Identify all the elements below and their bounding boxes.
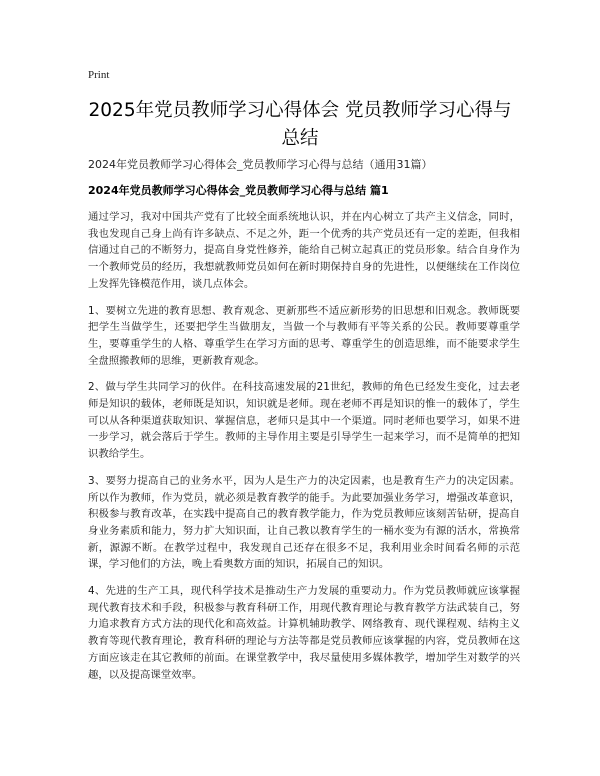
print-link[interactable]: Print — [88, 69, 110, 81]
article-body — [88, 209, 520, 693]
page-title: 2025年党员教师学习心得体会 党员教师学习心得与总结 — [88, 100, 512, 149]
paragraph: 通过学习，我对中国共产党有了比较全面系统地认识，并在内心树立了共产主义信念，同时，我也发现自己身上尚有许多缺点、不足之外，距一个优秀的共产党员还有一定的差距，但我相信通过自己的不断努力，提高自身党性修养，能给自己树立起真正的党员形象。结合自身作为一个教师党员的经历，我想就教师党员如何在新时期保持自身的先进性，以便继续在工作岗位上发挥先锋模范作用，谈几点体会。 — [88, 211, 520, 290]
section-heading: 2024年党员教师学习心得体会_党员教师学习心得与总结 篇1 — [88, 184, 389, 197]
paragraph: 4、先进的生产工具，现代科学技术是推动生产力发展的重要动力。作为党员教师就应该掌握现代教育技术和手段，积极参与教育科研工作，用现代教育理论与教育教学方法武装自己，努力追求教育方式方法的现代化和高效益。计算机辅助教学、网络教育、现代课程观、结构主义教育等现代教育理论，教育科研的理论与方法等都是党员教师应该掌握的内容，党员教师在这方面应该走在其它教师的前面。在课堂教学中，我尽量使用多媒体教学，增加学生对数学的兴趣，以及提高课堂效率。 — [88, 585, 520, 681]
paragraph: 1、要树立先进的教育思想、教育观念、更新那些不适应新形势的旧思想和旧观念。教师既要把学生当做学生，还要把学生当做朋友，当做一个与教师有平等关系的公民。教师要尊重学生，要尊重学生的人格、尊重学生在学习方面的思考、尊重学生的创造思维，而不能要求学生全盘照搬教师的思维，更新教育观念。 — [88, 304, 520, 367]
paragraph: 3、要努力提高自己的业务水平，因为人是生产力的决定因素，也是教育生产力的决定因素。所以作为教师，作为党员，就必须是教育教学的能手。为此要加强业务学习，增强改革意识，积极参与教育改革，在实践中提高自己的教育教学能力，作为党员教师应该刻苦钻研，提高自身业务素质和能力，努力扩大知识面，让自己教以教育学生的一桶水变为有源的活水，常换常新，源源不断。在教学过程中，我发现自己还存在很多不足，我利用业余时间看名师的示范课，学习他们的方法，晚上看奥数方面的知识，拓展自己的知识。 — [88, 474, 520, 571]
paragraph: 2、做与学生共同学习的伙伴。在科技高速发展的21世纪，教师的角色已经发生变化，过去老师是知识的载体，老师既是知识，知识就是老师。现在老师不再是知识的惟一的载体了，学生可以从各种渠道获取知识、掌握信息，老师只是其中一个渠道。同时老师也要学习，如果不进一步学习，就会落后于学生。教师的主导作用主要是引导学生一起来学习，而不是简单的把知识教给学生。 — [88, 381, 520, 461]
document-subtitle: 2024年党员教师学习心得体会_党员教师学习心得与总结（通用31篇） — [88, 158, 433, 171]
